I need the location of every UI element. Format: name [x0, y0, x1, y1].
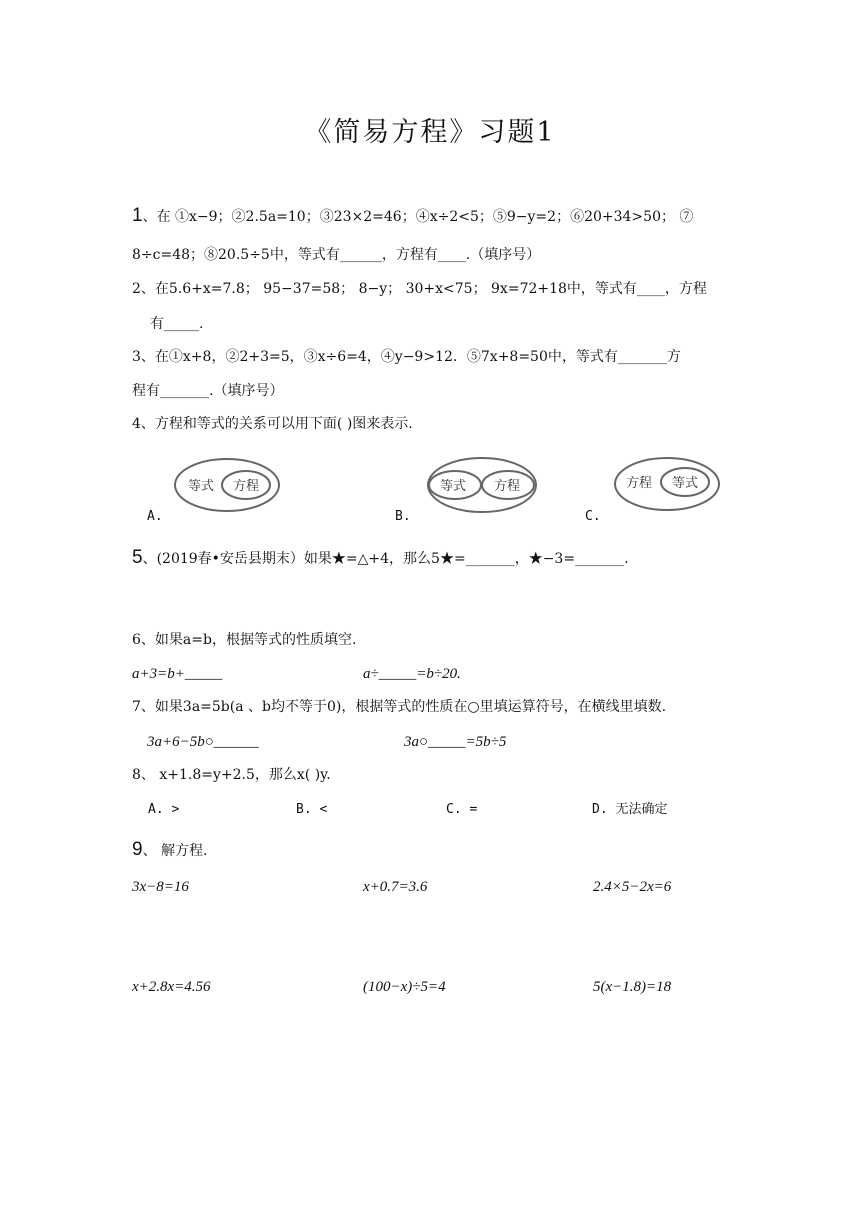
question-1-number: 1: [132, 205, 143, 226]
question-5-number: 5: [132, 547, 143, 568]
page-title: 《简易方程》习题1: [304, 117, 556, 148]
question-4-line-1: 4、方程和等式的关系可以用下面( )图来表示.: [132, 416, 413, 432]
diagram-c-inner-label: 等式: [672, 476, 699, 491]
option-a-label: A.: [147, 509, 163, 524]
diagram-a-outer-label: 等式: [188, 479, 215, 494]
question-1-line-2: 8÷c=48；⑧20.5÷5中，等式有______，方程有____.（填序号）: [132, 247, 541, 263]
diagram-c-outer-label: 方程: [626, 476, 653, 491]
question-7-left: 3a+6−5b○______: [147, 734, 259, 750]
question-8-option-b: B. <: [296, 802, 328, 817]
diagram-b-right-label: 方程: [494, 479, 521, 494]
question-6-right: a÷_____=b÷20.: [363, 666, 461, 682]
equation-5: (100−x)÷5=4: [363, 979, 446, 995]
diagram-a-inner-label: 方程: [233, 479, 260, 494]
option-c-label: C.: [585, 509, 601, 524]
option-b-label: B.: [395, 509, 411, 524]
question-9-line-1: [132, 840, 207, 861]
question-3-line-1: 3、在①x+8，②2+3=5，③x÷6=4，④y−9>12．⑤7x+8=50中，等式有_______方: [132, 349, 681, 365]
question-9-text: 、 解方程.: [142, 843, 208, 859]
question-7-line-1: 7、如果3a=5b(a 、b均不等于0)，根据等式的性质在○里填运算符号，在横线里填数.: [132, 699, 667, 715]
equation-2: x+0.7=3.6: [363, 879, 428, 895]
question-2-line-2: 有_____.: [150, 316, 204, 332]
question-7-right: 3a○_____=5b÷5: [404, 734, 507, 750]
question-2-line-1: 2、在5.6+x=7.8； 95−37=58； 8−y； 30+x<75； 9x=72+18中，等式有____，方程: [132, 281, 707, 297]
diagram-c: [612, 454, 722, 514]
question-6-left: a+3=b+_____: [132, 666, 223, 682]
question-9-number: 9: [132, 839, 143, 860]
diagram-a: [172, 456, 282, 514]
equation-4: x+2.8x=4.56: [132, 979, 211, 995]
equation-6: 5(x−1.8)=18: [593, 979, 672, 995]
diagram-b-left-label: 等式: [440, 479, 467, 494]
question-5-line: [132, 548, 629, 569]
question-6-line-1: 6、如果a=b，根据等式的性质填空.: [132, 632, 357, 648]
question-3-line-2: 程有_______.（填序号）: [132, 383, 284, 399]
question-8-option-a: A. >: [148, 802, 180, 817]
equation-1: 3x−8=16: [132, 879, 189, 895]
question-8-option-d: D. 无法确定: [592, 802, 668, 817]
question-5-text: 、(2019春•安岳县期末）如果★=△+4，那么5★=_______，★−3=_______.: [142, 551, 629, 567]
question-8-line-1: 8、 x+1.8=y+2.5，那么x( )y.: [132, 767, 331, 783]
diagram-b: [424, 455, 540, 515]
question-8-option-c: C. =: [446, 802, 478, 817]
question-1-text: 、在 ①x−9；②2.5a=10；③23×2=46；④x÷2<5；⑤9−y=2；⑥20+34>50； ⑦: [142, 209, 694, 225]
equation-3: 2.4×5−2x=6: [593, 879, 672, 895]
question-1-line-1: [132, 206, 693, 227]
